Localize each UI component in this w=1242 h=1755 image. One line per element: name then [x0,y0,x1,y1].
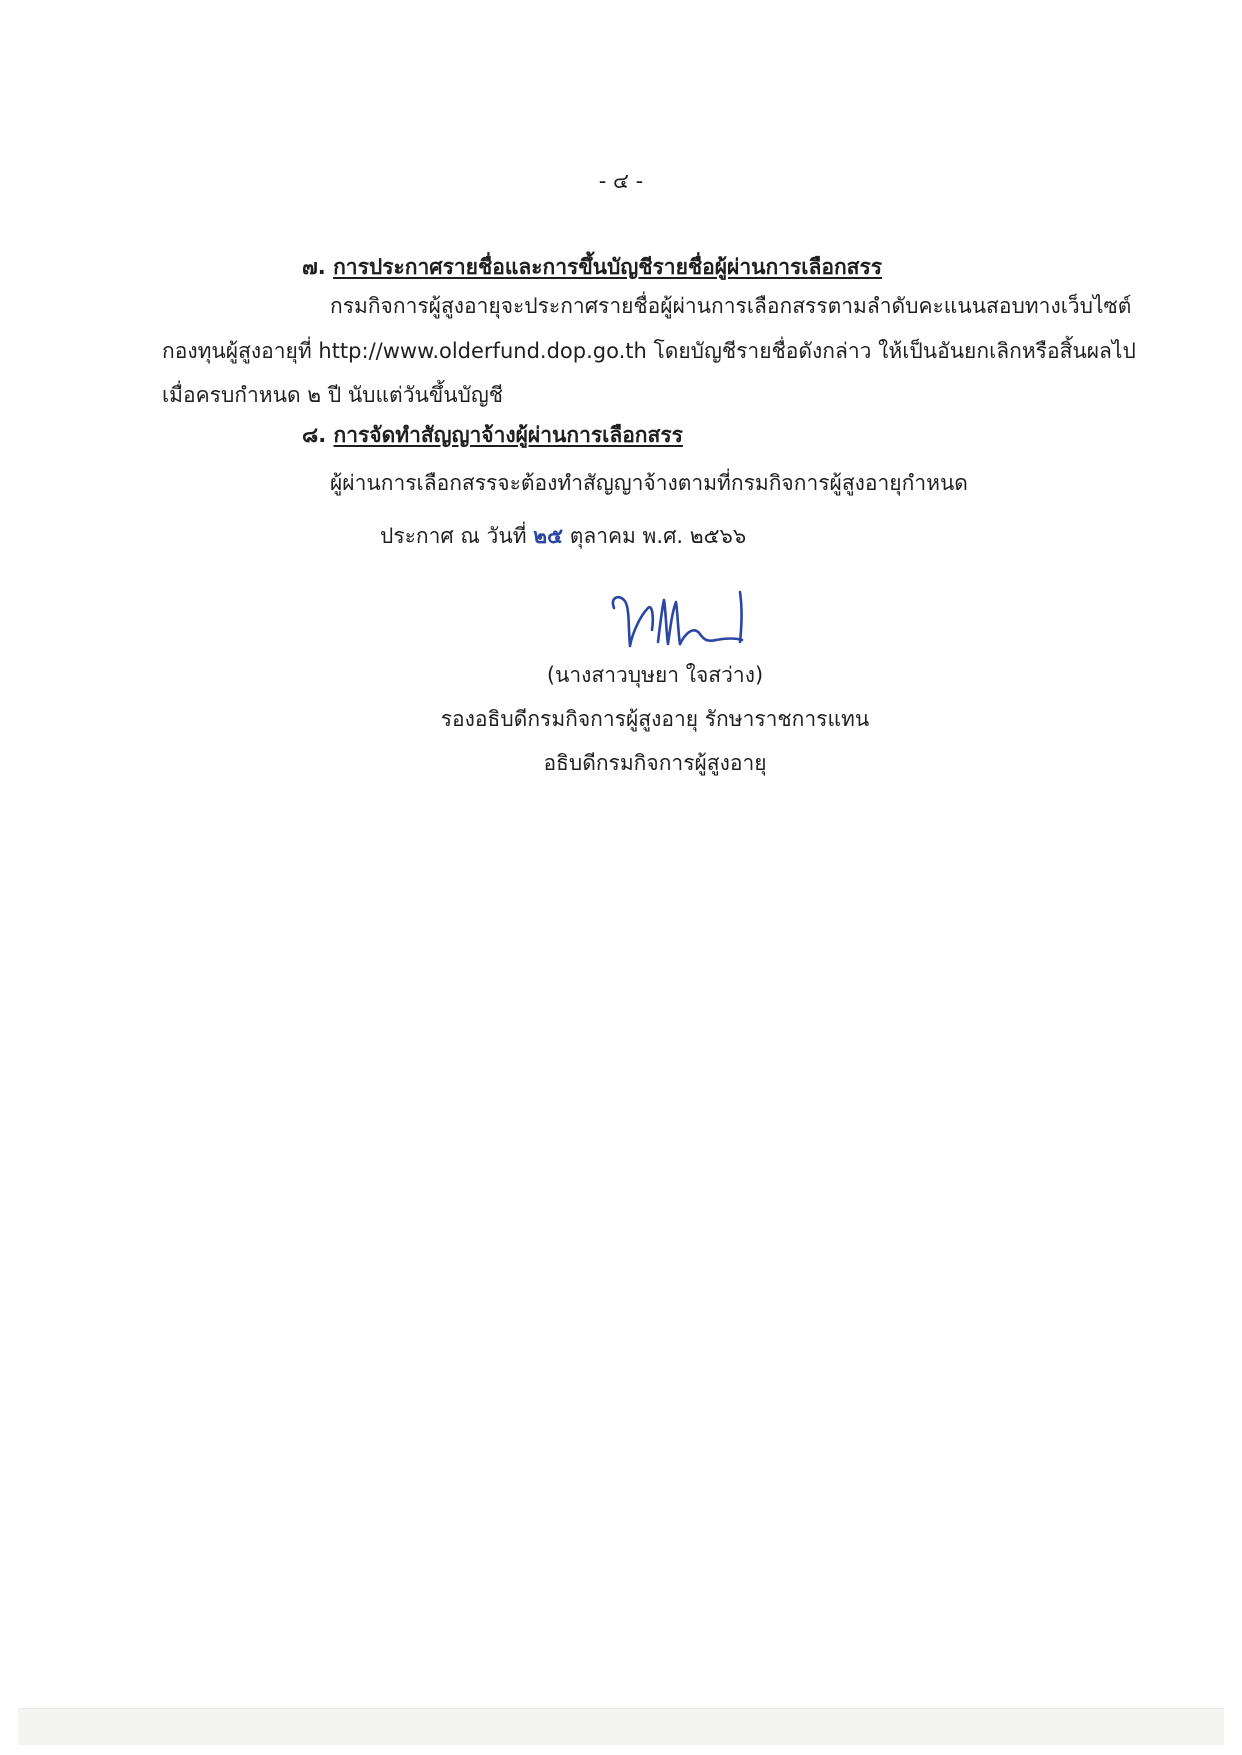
section-7-title: การประกาศรายชื่อและการขึ้นบัญชีรายชื่อผู้ผ่านการเลือกสรร [333,255,883,279]
section-7-number: ๗. [302,255,326,279]
section-7-paragraph-line-1: กรมกิจการผู้สูงอายุจะประกาศรายชื่อผู้ผ่านการเลือกสรรตามลำดับคะแนนสอบทางเว็บไซต์ [330,294,1132,318]
announcement-date [380,521,746,551]
signatory-position-line-1: รองอธิบดีกรมกิจการผู้สูงอายุ รักษาราชการแทน [440,707,870,731]
page-number: - ๔ - [598,169,644,193]
announcement-day: ๒๕ [533,524,563,548]
section-7-heading [302,252,882,282]
section-8-number: ๘. [302,423,327,447]
announcement-month-year: ตุลาคม พ.ศ. ๒๕๖๖ [569,524,747,548]
signatory-position-line-2: อธิบดีกรมกิจการผู้สูงอายุ [543,751,767,775]
section-8-heading [302,420,683,450]
section-8-paragraph: ผู้ผ่านการเลือกสรรจะต้องทำสัญญาจ้างตามที่กรมกิจการผู้สูงอายุกำหนด [330,471,968,495]
signature-image [606,586,756,666]
scan-bottom-edge [18,1708,1224,1745]
section-8-title: การจัดทำสัญญาจ้างผู้ผ่านการเลือกสรร [333,423,683,447]
signatory-name: (นางสาวบุษยา ใจสว่าง) [546,663,764,687]
section-7-paragraph-line-3: เมื่อครบกำหนด ๒ ปี นับแต่วันขึ้นบัญชี [162,383,504,407]
section-7-paragraph-line-2: กองทุนผู้สูงอายุที่ http://www.olderfund.dop.go.th โดยบัญชีรายชื่อดังกล่าว ให้เป็นอันยกเลิกหรือสิ้นผลไป [162,339,1136,363]
announcement-prefix: ประกาศ ณ วันที่ [380,524,527,548]
